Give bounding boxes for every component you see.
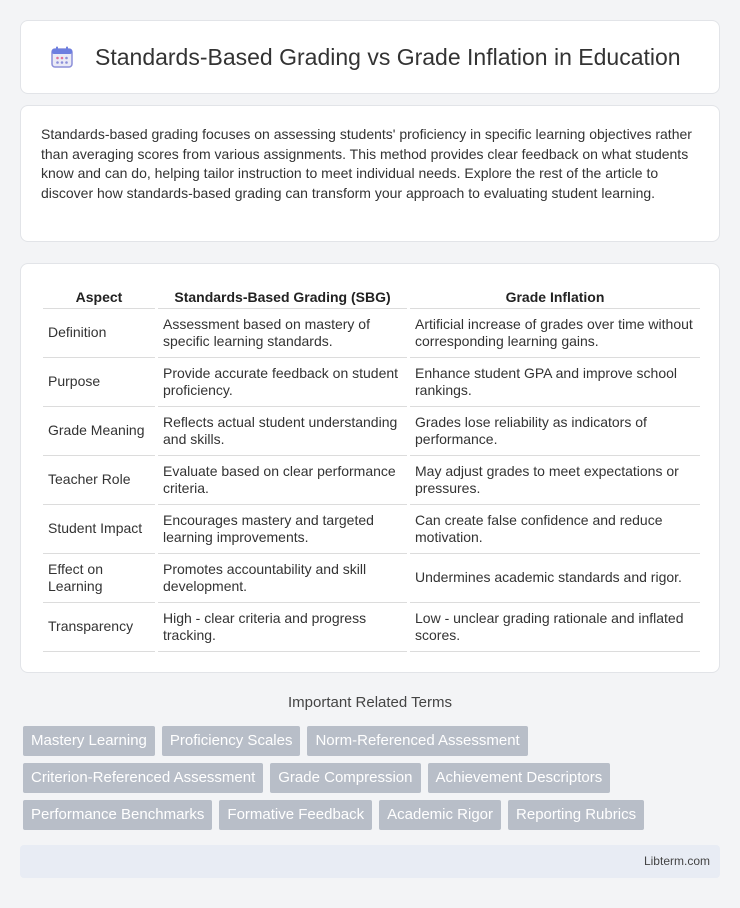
intro-paragraph: Standards-based grading focuses on assessing students' proficiency in specific learning objectives rather than averaging scores from various assignments. This method provides clear feedback on what students know and can do, helping tailor instruction to meet individual needs. Explore the rest of the article to discover how standards-based grading can transform your approach to evaluating student learning.	[41, 126, 692, 201]
tag-proficiency-scales[interactable]: Proficiency Scales	[162, 726, 301, 756]
sbg-cell: Provide accurate feedback on student proficiency.	[158, 358, 407, 407]
aspect-cell: Effect on Learning	[43, 554, 155, 603]
table-row	[43, 554, 700, 603]
tag-performance-benchmarks[interactable]: Performance Benchmarks	[23, 800, 212, 830]
related-terms-heading: Important Related Terms	[288, 694, 452, 711]
comparison-table	[40, 282, 703, 652]
aspect-cell: Transparency	[43, 603, 155, 652]
table-row	[43, 407, 700, 456]
aspect-cell: Purpose	[43, 358, 155, 407]
table-row	[43, 309, 700, 358]
inflation-cell: Undermines academic standards and rigor.	[410, 554, 700, 603]
aspect-cell: Student Impact	[43, 505, 155, 554]
tag-formative-feedback[interactable]: Formative Feedback	[219, 800, 372, 830]
inflation-cell: Low - unclear grading rationale and inflated scores.	[410, 603, 700, 652]
sbg-cell: Promotes accountability and skill development.	[158, 554, 407, 603]
sbg-cell: Encourages mastery and targeted learning improvements.	[158, 505, 407, 554]
related-terms	[23, 726, 723, 837]
tag-academic-rigor[interactable]: Academic Rigor	[379, 800, 501, 830]
tag-norm-referenced-assessment[interactable]: Norm-Referenced Assessment	[307, 726, 527, 756]
inflation-cell: Can create false confidence and reduce motivation.	[410, 505, 700, 554]
aspect-cell: Grade Meaning	[43, 407, 155, 456]
tag-row	[23, 800, 723, 830]
table-row	[43, 456, 700, 505]
aspect-cell: Teacher Role	[43, 456, 155, 505]
sbg-cell: High - clear criteria and progress tracking.	[158, 603, 407, 652]
header-grade-inflation: Grade Inflation	[410, 282, 700, 309]
inflation-cell: May adjust grades to meet expectations or pressures.	[410, 456, 700, 505]
sbg-cell: Assessment based on mastery of specific learning standards.	[158, 309, 407, 358]
table-header-row	[43, 282, 700, 309]
intro-card	[20, 105, 720, 242]
tag-criterion-referenced-assessment[interactable]: Criterion-Referenced Assessment	[23, 763, 263, 793]
page-title: Standards-Based Grading vs Grade Inflation in Education	[95, 43, 681, 70]
sbg-cell: Reflects actual student understanding and skills.	[158, 407, 407, 456]
calendar-icon	[49, 44, 75, 70]
table-row	[43, 358, 700, 407]
inflation-cell: Enhance student GPA and improve school rankings.	[410, 358, 700, 407]
table-row	[43, 603, 700, 652]
header-aspect: Aspect	[43, 282, 155, 309]
tag-grade-compression[interactable]: Grade Compression	[270, 763, 420, 793]
sbg-cell: Evaluate based on clear performance criteria.	[158, 456, 407, 505]
comparison-card	[20, 263, 720, 673]
tag-row	[23, 726, 723, 756]
tag-reporting-rubrics[interactable]: Reporting Rubrics	[508, 800, 644, 830]
inflation-cell: Grades lose reliability as indicators of performance.	[410, 407, 700, 456]
title-card	[20, 20, 720, 94]
tag-achievement-descriptors[interactable]: Achievement Descriptors	[428, 763, 611, 793]
header-sbg: Standards-Based Grading (SBG)	[158, 282, 407, 309]
footer-site-link[interactable]: Libterm.com	[643, 854, 710, 868]
footer	[20, 845, 720, 878]
table-row	[43, 505, 700, 554]
inflation-cell: Artificial increase of grades over time without corresponding learning gains.	[410, 309, 700, 358]
aspect-cell: Definition	[43, 309, 155, 358]
tag-mastery-learning[interactable]: Mastery Learning	[23, 726, 155, 756]
tag-row	[23, 763, 723, 793]
